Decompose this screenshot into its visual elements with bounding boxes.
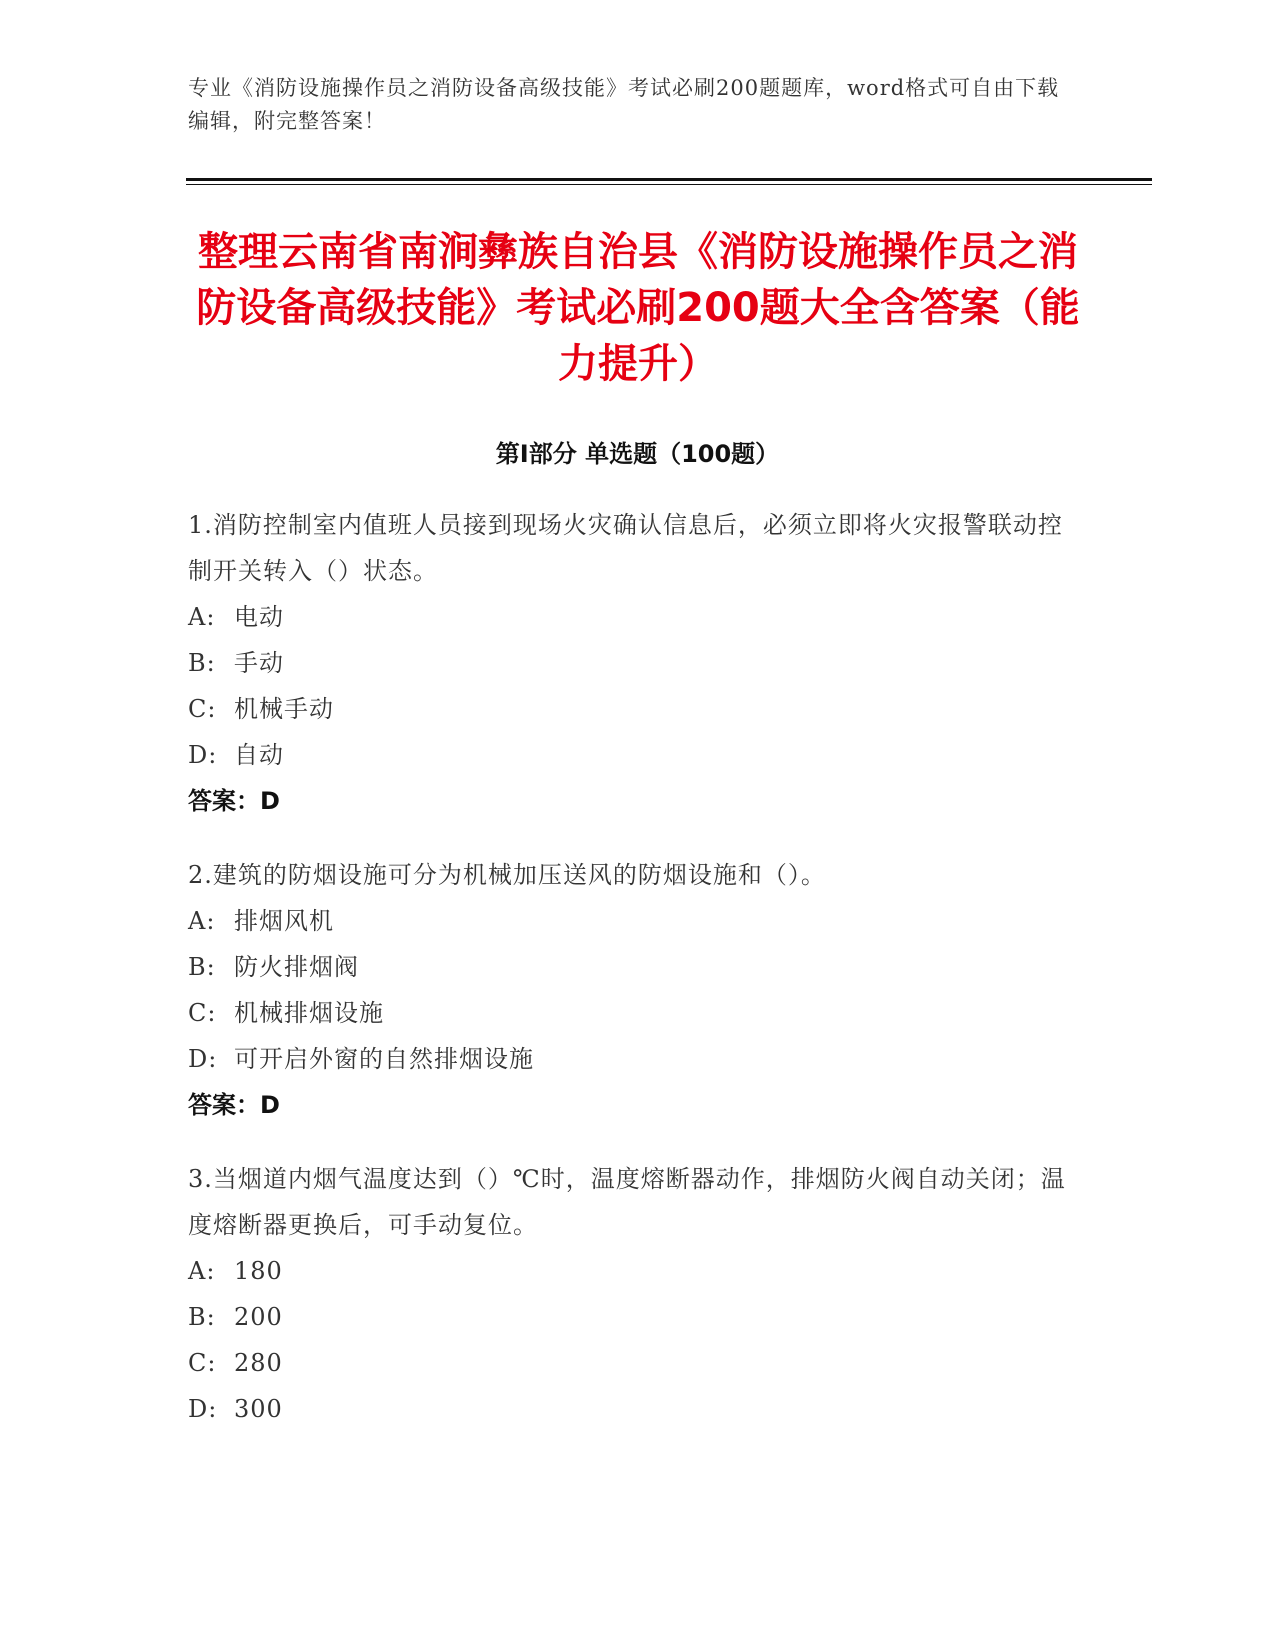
- option-text: 防火排烟阀: [234, 953, 359, 981]
- question-1: [188, 502, 1068, 824]
- option-d: [188, 1036, 1068, 1082]
- option-a: [188, 1248, 1068, 1294]
- answer: 答案：D: [188, 787, 280, 815]
- option-letter: A:: [188, 1257, 216, 1285]
- option-letter: A:: [188, 907, 216, 935]
- option-letter: D:: [188, 1395, 218, 1423]
- answer: 答案：D: [188, 1091, 280, 1119]
- option-text: 手动: [234, 649, 284, 677]
- option-d: [188, 732, 1068, 778]
- header-divider-thin: [186, 184, 1152, 185]
- option-c: [188, 990, 1068, 1036]
- option-text: 排烟风机: [234, 907, 334, 935]
- option-letter: D:: [188, 741, 218, 769]
- option-letter: B:: [188, 649, 216, 677]
- option-b: [188, 640, 1068, 686]
- option-c: [188, 1340, 1068, 1386]
- question-text: 2.建筑的防烟设施可分为机械加压送风的防烟设施和（）。: [188, 861, 826, 889]
- option-a: [188, 898, 1068, 944]
- option-letter: D:: [188, 1045, 218, 1073]
- option-c: [188, 686, 1068, 732]
- section-heading: 第Ⅰ部分 单选题（100题）: [495, 440, 780, 468]
- question-text: 3.当烟道内烟气温度达到（）℃时，温度熔断器动作，排烟防火阀自动关闭；温度熔断器更换后，可手动复位。: [188, 1165, 1066, 1239]
- option-text: 280: [234, 1349, 283, 1377]
- option-letter: C:: [188, 999, 217, 1027]
- option-d: [188, 1386, 1068, 1432]
- question-3: [188, 1156, 1068, 1432]
- option-letter: A:: [188, 603, 216, 631]
- header-note: 专业《消防设施操作员之消防设备高级技能》考试必刷200题题库，word格式可自由下载编辑，附完整答案！: [188, 76, 1060, 133]
- question-2: [188, 852, 1068, 1128]
- option-letter: B:: [188, 953, 216, 981]
- option-letter: C:: [188, 695, 217, 723]
- option-b: [188, 1294, 1068, 1340]
- option-b: [188, 944, 1068, 990]
- option-text: 180: [234, 1257, 283, 1285]
- option-a: [188, 594, 1068, 640]
- document-title: 整理云南省南涧彝族自治县《消防设施操作员之消防设备高级技能》考试必刷200题大全含答案（能力提升）: [196, 229, 1080, 387]
- header-divider-thick: [186, 178, 1152, 181]
- option-text: 机械手动: [234, 695, 334, 723]
- option-text: 200: [234, 1303, 283, 1331]
- option-letter: B:: [188, 1303, 216, 1331]
- option-letter: C:: [188, 1349, 217, 1377]
- option-text: 电动: [234, 603, 284, 631]
- option-text: 机械排烟设施: [234, 999, 384, 1027]
- option-text: 可开启外窗的自然排烟设施: [234, 1045, 534, 1073]
- option-text: 自动: [234, 741, 284, 769]
- option-text: 300: [234, 1395, 283, 1423]
- question-text: 1.消防控制室内值班人员接到现场火灾确认信息后，必须立即将火灾报警联动控制开关转入（）状态。: [188, 511, 1063, 585]
